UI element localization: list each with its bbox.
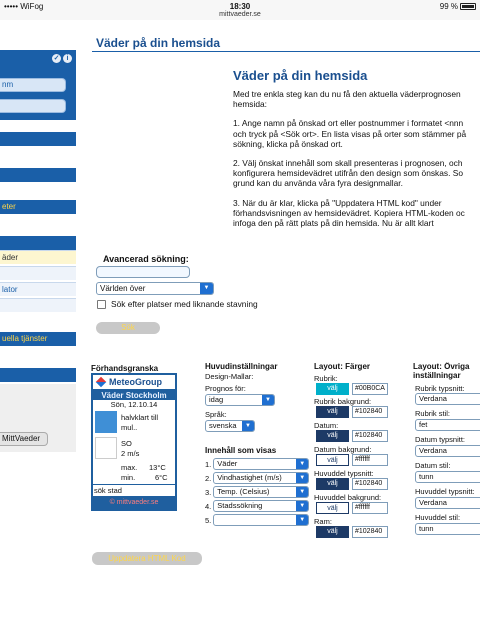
color-label: Datum:: [314, 421, 339, 430]
color-picker-button[interactable]: välj: [316, 526, 349, 538]
font-setting-value: Verdana: [419, 498, 447, 507]
content-row: [205, 472, 309, 484]
battery-icon: [460, 3, 476, 10]
chevron-down-icon: ▼: [296, 515, 308, 525]
content-select-4[interactable]: [213, 500, 309, 512]
settings-icon[interactable]: ✓: [53, 55, 60, 62]
main-settings-column: [205, 362, 306, 525]
meteogroup-logo: [93, 375, 175, 389]
color-row: [316, 406, 388, 418]
sidebar-item-meteter[interactable]: eter: [0, 200, 76, 214]
content-row: [205, 486, 309, 498]
clock: 18:30: [229, 2, 251, 11]
font-setting-label: Huvuddel typsnitt:: [415, 487, 475, 496]
font-setting-select[interactable]: [415, 445, 480, 457]
step-line: förhandsvisningen av hemsidevädret. Kopiera HTML-koden oc: [233, 207, 465, 218]
sidebar-item-kalkylator[interactable]: lator: [0, 282, 76, 296]
content-row: [205, 514, 309, 526]
color-row: [316, 502, 388, 514]
step-1-paragraph: [233, 118, 480, 149]
max-temp-value: 13°C: [149, 463, 166, 472]
content-select-value: Stadssökning: [217, 501, 263, 510]
step-line: 1. Ange namn på önskad ort eller postnummer i formatet <nnn: [233, 118, 464, 129]
font-setting-value: tunn: [419, 524, 434, 533]
sidebar-item-3[interactable]: [0, 236, 76, 250]
content-select-value: Väder: [217, 459, 238, 468]
weather-widget-preview: [91, 373, 177, 511]
update-html-button[interactable]: Uppdatera HTML Kod: [92, 552, 202, 565]
content-select-value: Temp. (Celsius): [217, 487, 270, 496]
region-select[interactable]: [96, 282, 214, 295]
sidebar-input-password[interactable]: [0, 99, 66, 113]
forecast-select-value: idag: [209, 395, 224, 404]
step-line: sökning, klicka på önskad ort.: [233, 138, 343, 149]
content-row: [205, 500, 309, 512]
color-label: Rubrik bakgrund:: [314, 397, 372, 406]
heading-divider: [92, 51, 480, 52]
intro-paragraph: [233, 89, 480, 109]
preview-label: Förhandsgranska: [91, 364, 159, 373]
page-title: Väder på din hemsida: [96, 36, 221, 50]
content-select-5[interactable]: [213, 514, 309, 526]
language-select[interactable]: [205, 420, 255, 432]
wind-speed: 2 m/s: [121, 449, 140, 458]
brand-name: MeteoGroup: [109, 377, 162, 387]
color-label: Huvuddel typsnitt:: [314, 469, 374, 478]
intro-line: Med tre enkla steg kan du nu få den aktuella väderprognosen: [233, 89, 461, 99]
condition-line-2: mul..: [121, 423, 138, 432]
main-settings-title: Huvudinställningar: [205, 362, 278, 371]
intro-line: hemsida:: [233, 99, 267, 110]
sidebar-item-2[interactable]: [0, 168, 76, 182]
min-temp-label: min.: [121, 473, 136, 482]
color-row: [316, 454, 388, 466]
layout-colors-title: Layout: Färger: [314, 362, 371, 371]
forecast-select[interactable]: [205, 394, 275, 406]
search-button[interactable]: Sök: [96, 322, 160, 334]
design-templates-label: Design-Mallar:: [205, 372, 254, 381]
color-picker-button[interactable]: välj: [316, 454, 349, 466]
widget-city-title: Väder Stockholm: [101, 391, 167, 400]
color-hex-input[interactable]: #ffffff: [352, 454, 388, 466]
step-line: och tryck på <Sök ort>. En lista visas på orter som stämmer på: [233, 128, 467, 139]
step-2-paragraph: [233, 158, 480, 189]
sidebar-login-panel: [0, 50, 76, 120]
row-number: 1.: [205, 459, 212, 469]
font-setting-select[interactable]: [415, 471, 480, 483]
color-hex-input[interactable]: #102840: [352, 526, 388, 538]
address-bar[interactable]: mittvaeder.se: [219, 11, 261, 18]
color-label: Huvuddel bakgrund:: [314, 493, 382, 502]
sidebar-item-vader[interactable]: äder: [0, 250, 76, 264]
step-line: infoga den på rätt plats på din hemsida. Nu är allt klart: [233, 218, 434, 229]
chevron-down-icon: ▼: [296, 501, 308, 511]
content-select-3[interactable]: [213, 486, 309, 498]
weather-symbol-icon: [95, 411, 117, 433]
min-temp-value: 6°C: [155, 473, 168, 482]
row-number: 5.: [205, 515, 212, 525]
chevron-down-icon: ▼: [296, 473, 308, 483]
sidebar-item-1[interactable]: [0, 132, 76, 146]
step-line: 2. Välj önskat innehåll som skall presenteras i prognosen, och: [233, 158, 463, 169]
color-picker-button[interactable]: välj: [316, 502, 349, 514]
color-picker-button[interactable]: välj: [316, 478, 349, 490]
sidebar-item-name[interactable]: nm: [0, 78, 66, 92]
chevron-down-icon: ▼: [262, 395, 274, 405]
similar-spelling-option[interactable]: [97, 299, 258, 309]
status-bar: [0, 0, 480, 20]
sidebar-item-4[interactable]: [0, 368, 76, 382]
color-hex-input[interactable]: #00B0CA: [352, 383, 388, 395]
step-line: konfigurera hemsidevädret utifrån den design som önskas. So: [233, 168, 463, 179]
temperature-icon: [95, 463, 117, 481]
language-select-value: svenska: [209, 421, 237, 430]
color-row: [316, 430, 388, 442]
font-setting-value: tunn: [419, 472, 434, 481]
row-number: 3.: [205, 487, 212, 497]
content-shown-title: Innehåll som visas: [205, 446, 277, 455]
row-number: 2.: [205, 473, 212, 483]
step-line: 3. När du är klar, klicka på "Uppdatera HTML kod" under: [233, 197, 442, 208]
font-setting-select[interactable]: [415, 393, 480, 405]
sidebar-item-blank[interactable]: [0, 266, 76, 280]
region-select-value: Världen över: [100, 284, 146, 293]
wind-icon: [95, 437, 117, 459]
similar-spelling-checkbox[interactable]: [97, 300, 106, 309]
font-setting-value: Verdana: [419, 446, 447, 455]
color-picker-button[interactable]: välj: [316, 406, 349, 418]
font-setting-value: Verdana: [419, 394, 447, 403]
step-line: grund kan du använda våra fyra designmallar.: [233, 178, 403, 189]
font-setting-label: Datum typsnitt:: [415, 435, 466, 444]
condition-line-1: halvklart till: [121, 413, 159, 422]
font-setting-select[interactable]: [415, 497, 480, 509]
font-setting-label: Huvuddel stil:: [415, 513, 461, 522]
battery-percent: 99 %: [439, 2, 458, 11]
color-hex-input[interactable]: #102840: [352, 406, 388, 418]
color-picker-button[interactable]: välj: [316, 383, 349, 395]
similar-spelling-label: Sök efter platser med liknande stavning: [111, 299, 258, 309]
color-row: [316, 383, 388, 395]
content-select-value: Vindhastighet (m/s): [217, 473, 282, 482]
color-label: Rubrik:: [314, 374, 338, 383]
content-select-1[interactable]: [213, 458, 309, 470]
color-row: [316, 478, 388, 490]
sidebar-item-blank-2[interactable]: [0, 298, 76, 312]
place-search-input[interactable]: [96, 266, 190, 278]
color-hex-input[interactable]: #102840: [352, 478, 388, 490]
font-setting-value: fet: [419, 420, 428, 429]
advanced-search-title: Avancerad sökning:: [103, 254, 189, 264]
font-setting-label: Datum stil:: [415, 461, 451, 470]
chevron-down-icon: ▼: [296, 487, 308, 497]
sidebar-item-services[interactable]: uella tjänster: [0, 332, 76, 346]
meteogroup-icon: [96, 377, 107, 388]
layout-other-column: [413, 362, 480, 542]
chevron-down-icon: ▼: [296, 459, 308, 469]
mittvaeder-button[interactable]: MittVaeder: [0, 432, 48, 446]
content-row: [205, 458, 309, 470]
font-setting-select[interactable]: [415, 419, 480, 431]
color-hex-input[interactable]: #102840: [352, 430, 388, 442]
info-icon[interactable]: i: [63, 54, 72, 63]
widget-footer[interactable]: © mittvaeder.se: [109, 499, 159, 506]
intro-title: Väder på din hemsida: [233, 68, 368, 83]
max-temp-label: max.: [121, 463, 138, 472]
widget-city-search[interactable]: sök stad: [93, 485, 175, 496]
chevron-down-icon: ▼: [242, 421, 254, 431]
widget-date: Sön, 12.10.14: [110, 400, 158, 409]
row-number: 4.: [205, 501, 212, 511]
color-label: Datum bakgrund:: [314, 445, 372, 454]
layout-other-subtitle: inställningar: [413, 371, 461, 380]
color-label: Ram:: [314, 517, 332, 526]
font-setting-select[interactable]: [415, 523, 480, 535]
color-picker-button[interactable]: välj: [316, 430, 349, 442]
font-setting-label: Rubrik typsnitt:: [415, 384, 465, 393]
color-row: [316, 526, 388, 538]
language-label: Språk:: [205, 410, 227, 419]
content-select-2[interactable]: [213, 472, 309, 484]
carrier-label: ••••• WiFog: [4, 2, 44, 11]
wind-direction: SO: [121, 439, 132, 448]
layout-colors-column: [314, 362, 404, 535]
chevron-down-icon: ▼: [200, 283, 213, 294]
forecast-label: Prognos för:: [205, 384, 246, 393]
battery-indicator: [440, 2, 476, 11]
step-3-paragraph: [233, 198, 480, 229]
color-hex-input[interactable]: #ffffff: [352, 502, 388, 514]
layout-other-title: Layout: Övriga: [413, 362, 470, 371]
font-setting-label: Rubrik stil:: [415, 409, 451, 418]
intro-section: [233, 68, 480, 237]
widget-body: [93, 400, 175, 484]
